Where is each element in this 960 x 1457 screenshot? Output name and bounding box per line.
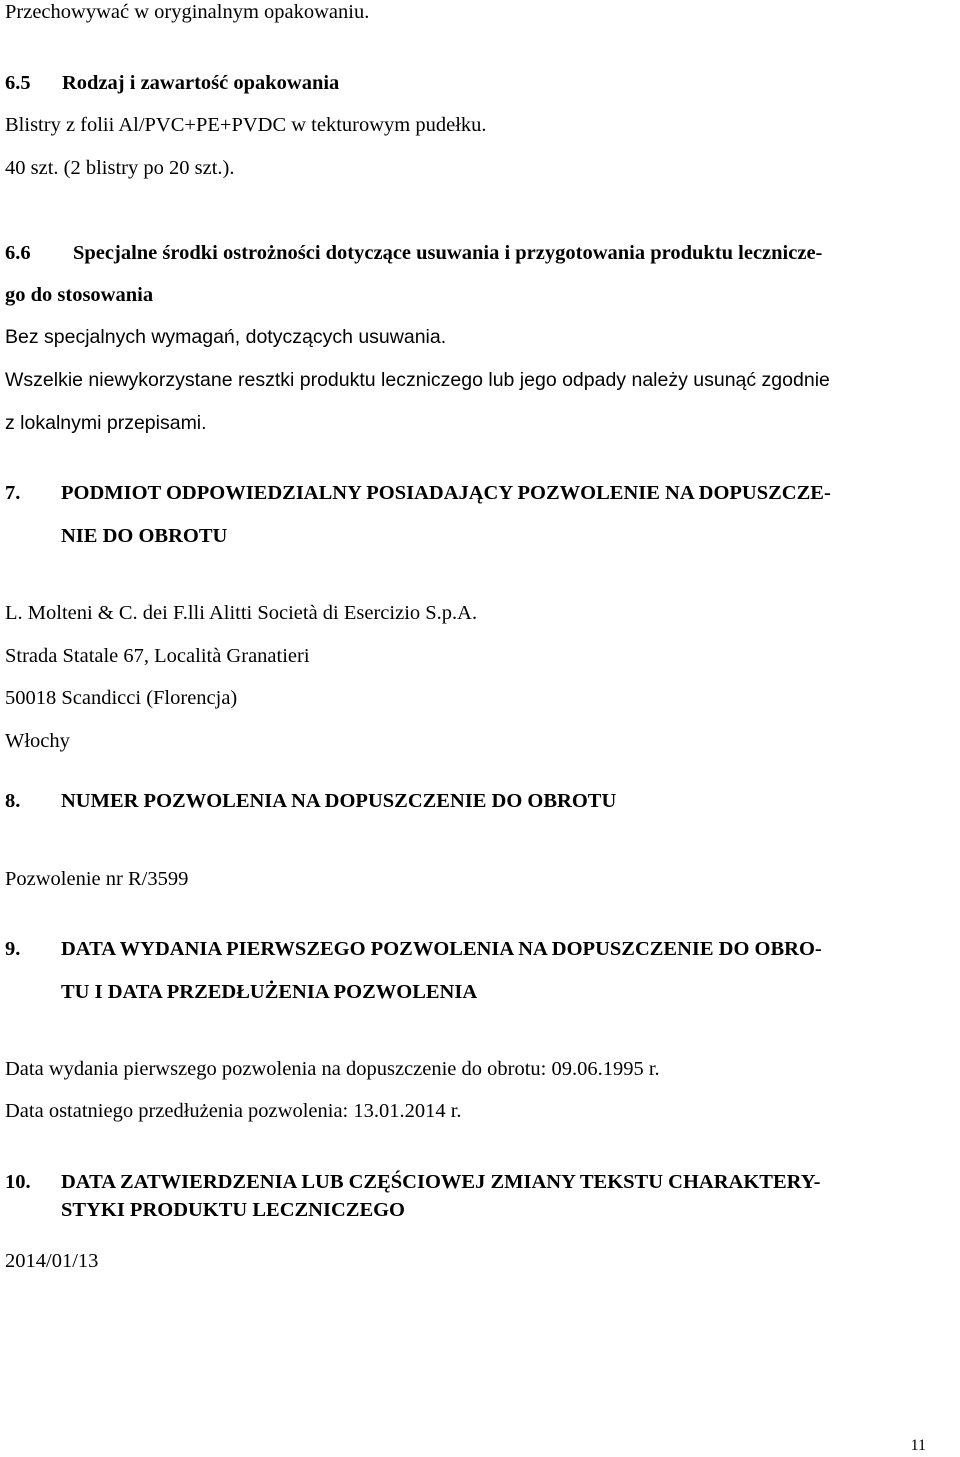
section-10-title-line2: STYKI PRODUKTU LECZNICZEGO [61,1199,406,1221]
renewal-date: Data ostatniego przedłużenia pozwolenia: 13.01.2014 r. [5,1100,462,1122]
section-9-title-line2: TU I DATA PRZEDŁUŻENIA POZWOLENIA [61,981,478,1003]
storage-instruction: Przechowywać w oryginalnym opakowaniu. [5,1,370,23]
section-6-5-title: Rodzaj i zawartość opakowania [62,72,340,94]
first-authorisation-date: Data wydania pierwszego pozwolenia na dopuszczenie do obrotu: 09.06.1995 r. [5,1058,660,1080]
section-10-title-line1: DATA ZATWIERDZENIA LUB CZĘŚCIOWEJ ZMIANY TEKSTU CHARAKTERY- [61,1171,821,1193]
section-6-5-number: 6.5 [5,72,31,94]
section-9-title-line1: DATA WYDANIA PIERWSZEGO POZWOLENIA NA DOPUSZCZENIE DO OBRO- [61,938,822,960]
section-10-number: 10. [5,1171,31,1193]
section-8-title: NUMER POZWOLENIA NA DOPUSZCZENIE DO OBROTU [61,790,617,812]
disposal-text-2: Wszelkie niewykorzystane resztki produktu leczniczego lub jego odpady należy usunąć zgodnie [5,369,830,391]
section-6-6-number: 6.6 [5,242,31,264]
section-9-number: 9. [5,938,21,960]
company-street: Strada Statale 67, Località Granatieri [5,645,310,667]
package-description: Blistry z folii Al/PVC+PE+PVDC w tekturowym pudełku. [5,114,487,136]
revision-date: 2014/01/13 [5,1250,99,1272]
disposal-text-1: Bez specjalnych wymagań, dotyczących usuwania. [5,326,447,348]
company-city: 50018 Scandicci (Florencja) [5,687,238,709]
disposal-text-3: z lokalnymi przepisami. [5,412,207,434]
section-7-title-line1: PODMIOT ODPOWIEDZIALNY POSIADAJĄCY POZWOLENIE NA DOPUSZCZE- [61,482,831,504]
page-number: 11 [910,1437,926,1454]
company-name: L. Molteni & C. dei F.lli Alitti Società di Esercizio S.p.A. [5,602,478,624]
section-7-title-line2: NIE DO OBROTU [61,525,228,547]
package-contents: 40 szt. (2 blistry po 20 szt.). [5,157,235,179]
section-8-number: 8. [5,790,21,812]
section-6-6-title-line1: Specjalne środki ostrożności dotyczące usuwania i przygotowania produktu lecznicze- [73,242,823,264]
license-number: Pozwolenie nr R/3599 [5,868,189,890]
company-country: Włochy [5,730,70,752]
section-6-6-title-line2: go do stosowania [5,284,154,306]
section-7-number: 7. [5,482,21,504]
